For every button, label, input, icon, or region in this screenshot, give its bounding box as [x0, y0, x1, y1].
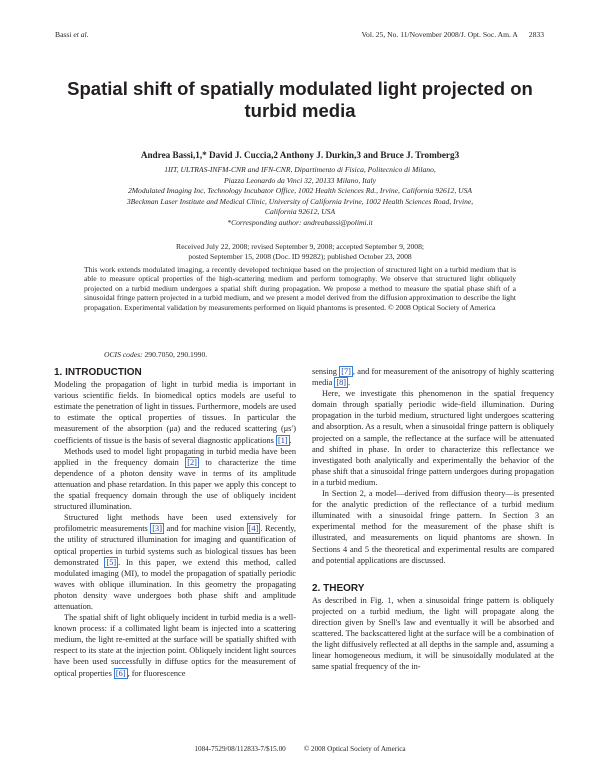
- paragraph-text: .: [348, 378, 351, 388]
- corresponding-author: *Corresponding author: andreabassi@polimi.it: [227, 217, 373, 227]
- paragraph-text: sensing: [312, 367, 340, 376]
- citation-link[interactable]: [8]: [336, 378, 347, 388]
- affiliation-line: Piazza Leonardo da Vinci 32, 20133 Milano, Italy: [223, 175, 377, 185]
- affiliation-line: California 92612, USA: [264, 207, 336, 217]
- right-column: [312, 366, 554, 672]
- citation-link[interactable]: [6]: [115, 668, 126, 678]
- citation-link[interactable]: [2]: [187, 457, 197, 467]
- paragraph: [312, 595, 554, 673]
- paragraph-text: Modeling the propagation of light in turbid media is important in various scientific fields. In biomedical optics models are useful to estimate the penetration of light in tissues. Furthermore, models are used to estimate the optical properties of tissues. In particular the measurement of the absorption (μa) and the reduced scattering (μs′) coefficients of tissue is the basis of several diagnostic applications: [54, 380, 296, 445]
- paragraph: In Section 2, a model—derived from diffusion theory—is presented for the analytic prediction of the reflectance of a turbid medium illuminated with a sinusoidal fringe pattern. In Section 3 an experimental method for the measurement of the phase shift is illustrated, and measurements on liquid phantoms are shown. In Sections 4 and 5 the theoretical and experimental results are compared and potential applications are discussed.: [312, 489, 554, 565]
- ocis-values: 290.7050, 290.1990.: [142, 350, 208, 359]
- affiliations: [70, 165, 530, 229]
- paragraph: [54, 446, 296, 513]
- figure-link[interactable]: 1: [387, 595, 392, 605]
- paragraph-text: . Recently, the utility of structured illumination for imaging and quantification of optical properties in turbid systems such as biological tissues has been demonstrated: [54, 524, 296, 567]
- paragraph-text: , when a sinusoidal fringe pattern is obliquely projected on a turbid medium, the light will propagate along the direction given by Snell's law and eventually it will be absorbed and scattered. The backscattered light at the surface will be a combination of the light diffusively reflected at all depths in the sample and, assuming a linear homogeneous medium, it will be sinusoidally modulated at the same spatial frequency of the in-: [312, 595, 554, 672]
- left-column: [54, 367, 296, 679]
- paragraph-text: and for machine vision: [163, 524, 247, 534]
- running-header-right: Vol. 25, No. 11/November 2008/J. Opt. Soc. Am. A 2833: [361, 30, 544, 39]
- affiliation-line: 3Beckman Laser Institute and Medical Clinic, University of California Irvine, 1002 Health Sciences Road, Irvine,: [126, 196, 474, 206]
- article-title: Spatial shift of spatially modulated light projected on turbid media: [67, 78, 533, 121]
- citation-link[interactable]: [4]: [248, 524, 259, 534]
- ocis-codes: [104, 350, 207, 359]
- paragraph: [312, 366, 554, 388]
- running-header-left: [55, 30, 89, 39]
- author-list: Andrea Bassi,1,* David J. Cuccia,2 Anthony J. Durkin,3 and Bruce J. Tromberg3: [140, 150, 460, 160]
- paragraph-text: The spatial shift of light obliquely incident in turbid media is a well-known process: if a collimated light beam is injected into a scattering medium, the light re-emitted at the surface will be spatially shifted with respect to its state at the injection point. Obliquely incident light sources have been used successfully in diffuse optics for the measurement of optical properties: [54, 613, 296, 678]
- paragraph-text: As described in Fig.: [312, 595, 388, 605]
- affiliation-line: 2Modulated Imaging Inc, Technology Incubator Office, 1002 Health Sciences Rd., Irvine, California 92612, USA: [127, 186, 473, 196]
- section-heading-introduction: 1. INTRODUCTION: [54, 367, 142, 378]
- affiliation-line: 1IIT, ULTRAS-INFM-CNR and IFN-CNR, Dipartimento di Fisica, Politecnico di Milano,: [164, 165, 436, 174]
- abstract: This work extends modulated imaging, a recently developed technique based on the projection of structured light on a turbid medium that is able to measure optical properties of the high-scattering medium and perform tomography. We observe that structured light obliquely projected on a turbid medium undergoes a spatial shift during propagation. We propose a method to measure the spatial phase shift of a sinusoidal fringe pattern projected in a turbid medium, and we present a model derived from the diffusion approximation to describe the light propagation. Experimental validation by measurements performed on liquid phantoms is presented. © 2008 Optical Society of America: [84, 265, 516, 312]
- paragraph-text: to characterize the time dependence of a photon density wave in terms of its amplitude attenuation and phase retardation. In this paper we apply this concept to the spatial frequency domain through the use of obliquely incident structured illumination.: [54, 457, 296, 512]
- citation-link[interactable]: [5]: [106, 557, 117, 567]
- paragraph-text: .: [289, 435, 292, 445]
- publication-history: [60, 242, 540, 261]
- ocis-label: OCIS codes:: [104, 350, 143, 359]
- paragraph: [54, 379, 296, 446]
- paragraph: Here, we investigate this phenomenon in the spatial frequency domain through spatially periodic wide-field illumination. During propagation in the turbid medium, structured light undergoes scattering and absorption. As a result, when a sinusoidal fringe pattern is obliquely projected on a sample, the reflectance at the surface will be attenuated and shifted in phase. In order to characterize this reflectance we investigated both analytically and experimentally the behavior of the phase shift that a sinusoidal fringe pattern undergoes during propagation in a turbid medium.: [312, 389, 554, 487]
- paragraph: [54, 612, 296, 679]
- citation-link[interactable]: [1]: [277, 435, 288, 445]
- citation-link[interactable]: [3]: [152, 524, 162, 534]
- footer: 1084-7529/08/112833-7/$15.00 © 2008 Optical Society of America: [194, 745, 406, 753]
- citation-link[interactable]: [7]: [341, 367, 351, 376]
- paragraph-text: . In this paper, we extend this method, called modulated imaging (MI), to model the propagation of spatially periodic waves with oblique illumination. In this geometry the propagating photon density wave undergoes both phase shift and amplitude attenuation.: [54, 557, 296, 611]
- paragraph-text: Methods used to model light propagating in turbid media have been applied in the frequency domain: [54, 446, 296, 467]
- paragraph-text: , and for measurement of the anisotropy of highly scattering media: [312, 367, 554, 388]
- paragraph-text: Structured light methods have been used extensively for profilometric measurements: [54, 513, 296, 534]
- header-author: Bassi: [55, 30, 72, 39]
- header-etal: et al.: [71, 30, 89, 39]
- paragraph: [54, 512, 296, 612]
- history-line: posted September 15, 2008 (Doc. ID 99282); published October 23, 2008: [188, 251, 412, 261]
- section-heading-theory: 2. THEORY: [312, 582, 365, 594]
- paragraph-text: , for fluorescence: [127, 668, 186, 678]
- history-line: Received July 22, 2008; revised September 9, 2008; accepted September 9, 2008;: [176, 242, 424, 251]
